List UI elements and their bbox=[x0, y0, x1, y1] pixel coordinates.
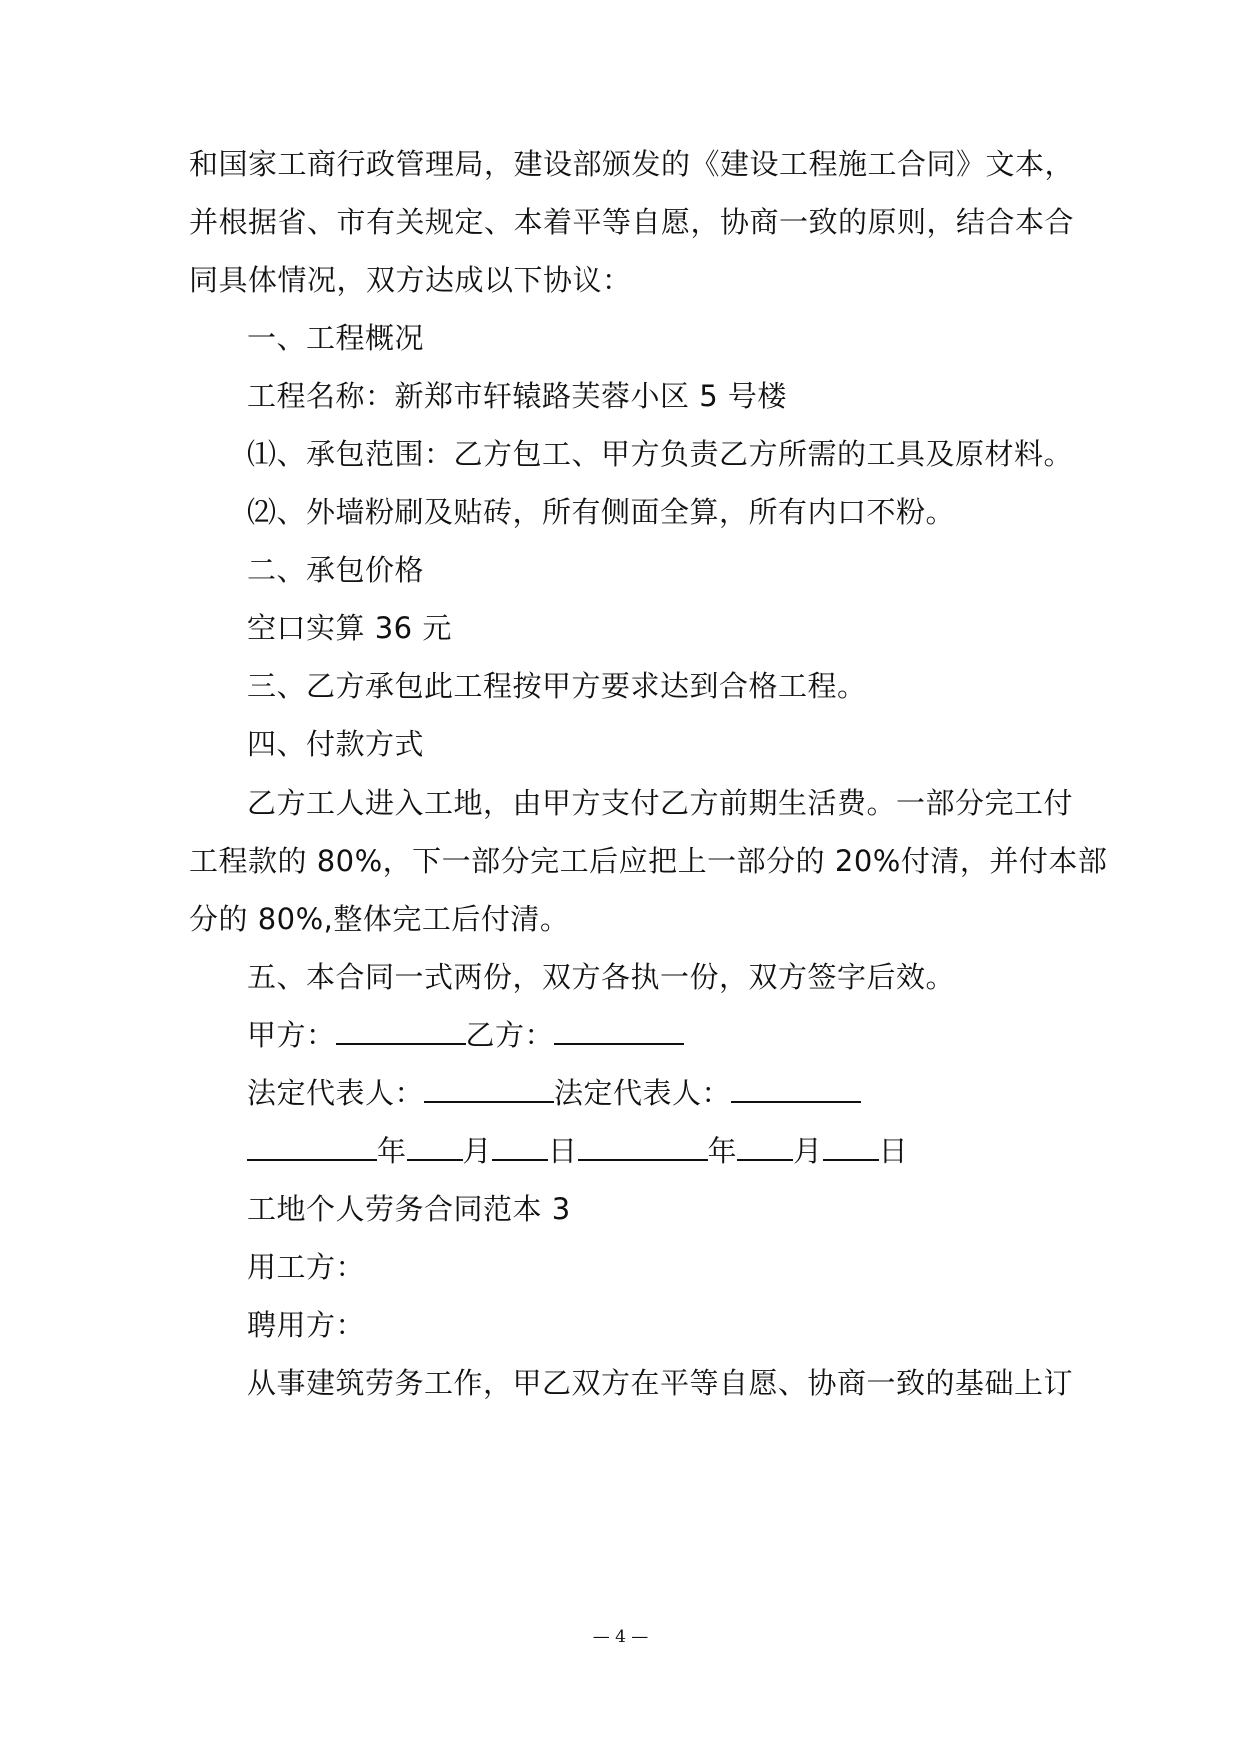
paragraph-line: 并根据省、市有关规定、本着平等自愿，协商一致的原则，结合本合 bbox=[189, 205, 1075, 239]
section-heading: 四、付款方式 bbox=[247, 727, 425, 761]
employee-label: 聘用方： bbox=[247, 1308, 366, 1342]
rep-b-blank bbox=[731, 1075, 861, 1103]
party-b-label: 乙方： bbox=[465, 1018, 555, 1052]
day-label: 日 bbox=[548, 1134, 578, 1168]
year-blank bbox=[247, 1133, 377, 1161]
year-blank bbox=[578, 1133, 708, 1161]
year-label: 年 bbox=[377, 1134, 407, 1168]
month-label: 月 bbox=[462, 1134, 493, 1168]
month-label: 月 bbox=[793, 1134, 823, 1168]
page-number: — 4 — bbox=[592, 1627, 649, 1647]
contract-title: 工地个人劳务合同范本 3 bbox=[247, 1192, 571, 1226]
day-blank bbox=[492, 1133, 548, 1161]
party-b-blank bbox=[554, 1017, 684, 1045]
section-heading: 二、承包价格 bbox=[247, 553, 425, 587]
paragraph-line: 和国家工商行政管理局，建设部颁发的《建设工程施工合同》文本， bbox=[189, 147, 1075, 181]
rep-a-blank bbox=[424, 1075, 554, 1103]
payment-paragraph-line: 乙方工人进入工地，由甲方支付乙方前期生活费。一部分完工付 bbox=[247, 786, 1074, 820]
scope-item-1: ⑴、承包范围：乙方包工、甲方负责乙方所需的工具及原材料。 bbox=[247, 437, 1074, 471]
rep-a-label: 法定代表人： bbox=[247, 1076, 425, 1110]
day-blank bbox=[823, 1133, 879, 1161]
intro-paragraph-line: 从事建筑劳务工作，甲乙双方在平等自愿、协商一致的基础上订 bbox=[247, 1366, 1074, 1400]
representative-signature-line bbox=[247, 1075, 861, 1111]
month-blank bbox=[737, 1133, 793, 1161]
section-heading: 一、工程概况 bbox=[247, 321, 425, 355]
project-name-line: 工程名称：新郑市轩辕路芙蓉小区 5 号楼 bbox=[247, 379, 787, 413]
party-a-label: 甲方： bbox=[247, 1018, 336, 1052]
employer-label: 用工方： bbox=[247, 1250, 366, 1284]
payment-paragraph-line: 工程款的 80%，下一部分完工后应把上一部分的 20%付清，并付本部 bbox=[189, 844, 1108, 878]
month-blank bbox=[407, 1133, 463, 1161]
section-heading: 三、乙方承包此工程按甲方要求达到合格工程。 bbox=[247, 669, 867, 703]
party-signature-line bbox=[247, 1017, 684, 1053]
date-line bbox=[247, 1133, 908, 1169]
year-label: 年 bbox=[707, 1134, 738, 1168]
scope-item-2: ⑵、外墙粉刷及贴砖，所有侧面全算，所有内口不粉。 bbox=[247, 495, 956, 529]
party-a-blank bbox=[336, 1017, 466, 1045]
day-label: 日 bbox=[878, 1134, 909, 1168]
price-line: 空口实算 36 元 bbox=[247, 611, 452, 645]
section-heading: 五、本合同一式两份，双方各执一份，双方签字后效。 bbox=[247, 960, 956, 994]
payment-paragraph-line: 分的 80%,整体完工后付清。 bbox=[189, 902, 570, 936]
paragraph-line: 同具体情况，双方达成以下协议： bbox=[189, 263, 632, 297]
rep-b-label: 法定代表人： bbox=[554, 1076, 732, 1110]
